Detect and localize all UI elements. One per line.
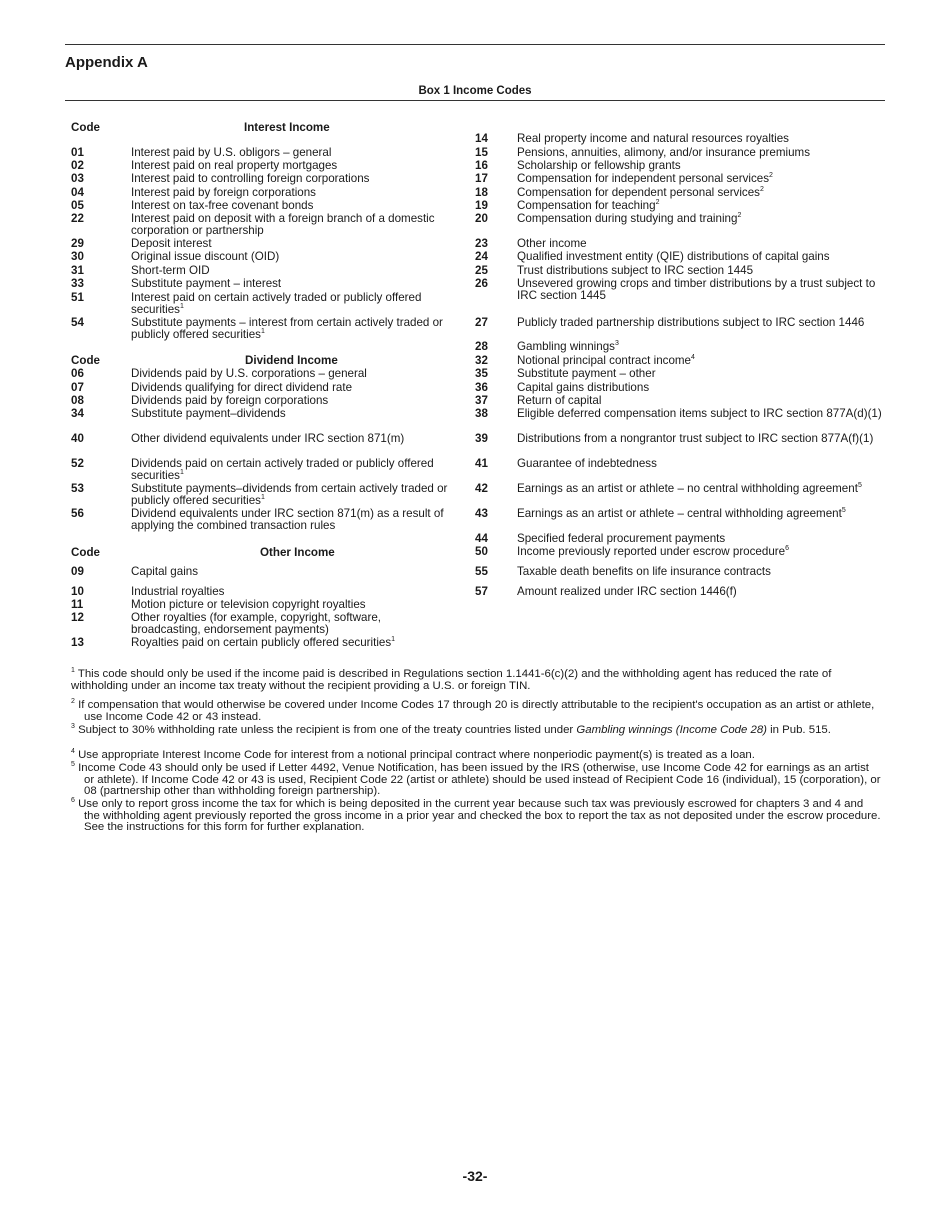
income-code-description [517,395,885,407]
description-text: Qualified investment entity (QIE) distributions of capital gains [517,250,830,263]
income-code-row-03 [71,173,451,185]
income-code-row-05 [71,200,451,212]
description-text: Trust distributions subject to IRC section 1445 [517,264,754,277]
description-text: Other royalties (for example, copyright, software, broadcasting, endorsement payments) [131,611,382,636]
income-code-row-20 [475,213,885,225]
income-code: 23 [475,237,488,250]
income-code-row-28 [475,341,885,353]
income-code-description [517,355,885,367]
income-code: 57 [475,585,488,598]
description-text: Other dividend equivalents under IRC section 871(m) [131,432,405,445]
income-code-row-17 [475,173,885,185]
income-code-row-29 [71,238,451,250]
description-text: Deposit interest [131,237,212,250]
income-code-row-13 [71,637,451,649]
description-text: Return of capital [517,394,602,407]
footnote-text-post: in Pub. 515. [766,724,831,736]
footnote-5 [71,763,881,798]
income-code: 09 [71,565,84,578]
income-code-row-11 [71,599,451,611]
income-code-row-50 [475,546,885,558]
description-text: Pensions, annuities, alimony, and/or insurance premiums [517,146,810,159]
income-code: 25 [475,264,488,277]
description-text: Capital gains [131,565,199,578]
footnote-ref: 6 [785,545,789,553]
income-code-row-24 [475,251,885,263]
other-income-header: Other Income [260,546,335,559]
description-text: Earnings as an artist or athlete – no central withholding agreement [517,482,858,495]
income-code-description [131,147,451,159]
income-code-row-37 [475,395,885,407]
income-code-row-38 [475,408,885,420]
income-code: 36 [475,381,488,394]
income-code-row-25 [475,265,885,277]
description-text: Compensation for dependent personal services [517,186,760,199]
footnote-ref: 5 [857,482,862,490]
income-code-row-06 [71,368,451,380]
income-code: 26 [475,277,488,290]
income-code-description [131,586,451,598]
income-code: 35 [475,367,488,380]
description-text: Taxable death benefits on life insurance contracts [517,565,771,578]
income-code: 54 [71,316,84,329]
income-code-row-23 [475,238,885,250]
footnote-4 [71,750,881,762]
box-title: Box 1 Income Codes [418,85,532,97]
income-code-description [131,599,451,611]
income-code-row-52 [71,458,451,482]
income-code-description [517,408,885,420]
footnote-text: This code should only be used if the income paid is described in Regulations section 1.1441-6(c)(2) and the withholding agent has reduced the rate of withholding under an income tax treaty without the recipient providing a U.S. or foreign TIN. [71,668,832,692]
description-text: Dividend equivalents under IRC section 871(m) as a result of applying the combined transaction rules [131,507,444,532]
income-code: 39 [475,432,488,445]
income-code-description [517,147,885,159]
income-code-description [131,368,451,380]
code-header-other: Code [71,546,100,559]
income-code-row-07 [71,382,451,394]
income-code: 16 [475,159,488,172]
description-text: Dividends paid by foreign corporations [131,394,329,407]
box-title-rule [65,100,885,101]
income-code-description [517,566,885,578]
footnote-ref: 4 [691,354,695,362]
income-code-description [131,213,451,237]
income-code-description [517,382,885,394]
description-text: Dividends paid on certain actively traded or publicly offered securities [131,457,434,482]
income-code-description [517,278,885,302]
income-code-description [131,566,451,578]
income-code-description [131,483,451,507]
income-code: 28 [475,340,488,353]
income-code: 05 [71,199,84,212]
income-code-row-18 [475,187,885,199]
income-code-description [131,278,451,290]
income-code-description [131,382,451,394]
income-code: 08 [71,394,84,407]
income-code: 11 [71,598,84,611]
income-code-description [517,160,885,172]
income-code: 29 [71,237,84,250]
income-code-row-14 [475,133,885,145]
description-text: Substitute payment–dividends [131,407,286,420]
footnote-text-ital: Gambling winnings (Income Code 28) [576,724,767,736]
description-text: Substitute payments–dividends from certain actively traded or publicly offered securities [131,482,448,507]
income-code-row-26 [475,278,885,302]
income-code-row-22 [71,213,451,237]
description-text: Eligible deferred compensation items subject to IRC section 877A(d)(1) [517,407,882,420]
income-code-description [131,317,451,341]
description-text: Interest on tax-free covenant bonds [131,199,314,212]
description-text: Interest paid by foreign corporations [131,186,316,199]
income-code-row-19 [475,200,885,212]
income-code-description [131,458,451,482]
footnote-ref: 1 [260,328,265,336]
page-title: Appendix A [65,54,148,71]
income-code-description [131,265,451,277]
footnote-ref: 1 [260,494,265,502]
income-code: 14 [475,132,488,145]
income-code: 22 [71,212,84,225]
income-code-description [517,265,885,277]
income-code: 17 [475,172,488,185]
code-header-interest: Code [71,121,100,134]
income-code-description [517,173,885,185]
income-code-description [517,433,885,445]
income-code: 50 [475,545,488,558]
income-code-row-56 [71,508,451,532]
footnote-ref: 2 [737,212,742,220]
income-code-row-04 [71,187,451,199]
description-text: Other income [517,237,587,250]
income-code: 41 [475,457,488,470]
income-code-row-02 [71,160,451,172]
income-code-description [131,612,451,636]
income-code-row-10 [71,586,451,598]
income-code-row-42 [475,483,885,495]
income-code-row-30 [71,251,451,263]
income-code-row-36 [475,382,885,394]
footnote-3 [71,725,881,737]
income-code-row-43 [475,508,885,520]
income-code: 10 [71,585,84,598]
footnote-ref: 1 [179,469,184,477]
footnote-text-pre: Subject to 30% withholding rate unless the recipient is from one of the treaty countries listed under [78,724,577,736]
description-text: Interest paid by U.S. obligors – general [131,146,332,159]
income-code-row-27 [475,317,885,329]
income-code-description [131,238,451,250]
description-text: Interest paid on real property mortgages [131,159,338,172]
income-code-row-01 [71,147,451,159]
footnote-ref: 5 [841,507,846,515]
income-code-row-08 [71,395,451,407]
footnote-6 [71,799,881,834]
income-code: 34 [71,407,84,420]
income-code-description [131,395,451,407]
footnote-ref: 3 [614,340,619,348]
description-text: Short-term OID [131,264,210,277]
income-code: 07 [71,381,84,394]
income-code-row-34 [71,408,451,420]
footnote-number: 3 [71,723,75,731]
income-code-row-12 [71,612,451,636]
footnote-1 [71,669,881,692]
description-text: Income previously reported under escrow procedure [517,545,786,558]
income-code-row-44 [475,533,885,545]
description-text: Dividends paid by U.S. corporations – general [131,367,367,380]
income-code-description [131,173,451,185]
income-code-description [131,200,451,212]
footnote-number: 1 [71,667,75,675]
description-text: Notional principal contract income [517,354,691,367]
description-text: Interest paid on certain actively traded or publicly offered securities [131,291,422,316]
income-code-row-39 [475,433,885,445]
description-text: Industrial royalties [131,585,225,598]
description-text: Substitute payment – interest [131,277,282,290]
description-text: Real property income and natural resources royalties [517,132,789,145]
income-code: 44 [475,532,488,545]
income-code: 12 [71,611,84,624]
income-code: 33 [71,277,84,290]
footnote-number: 5 [71,761,75,769]
footnote-number: 6 [71,797,75,805]
income-code: 30 [71,250,84,263]
income-code-description [131,187,451,199]
income-code: 01 [71,146,84,159]
income-code: 13 [71,636,84,649]
description-text: Guarantee of indebtedness [517,457,657,470]
footnote-text: If compensation that would otherwise be covered under Income Codes 17 through 20 is directly attributable to the recipient's occupation as an artist or athlete, use Income Code 42 or 43 instead. [78,699,875,723]
income-code-description [517,187,885,199]
description-text: Amount realized under IRC section 1446(f) [517,585,737,598]
income-code-row-32 [475,355,885,367]
footnote-text: Use only to report gross income the tax for which is being deposited in the current year because such tax was previously escrowed for chapters 3 and 4 and the withholding agent previously reported the gross income in a prior year and checked the box to report the tax as not deposited under the escrow procedure. See the instructions for this form for further explanation. [78,798,881,833]
income-code-row-55 [475,566,885,578]
income-code: 04 [71,186,84,199]
footnote-ref: 1 [179,303,184,311]
income-code-description [517,213,885,225]
income-code-description [131,508,451,532]
income-code-row-51 [71,292,451,316]
income-code-row-09 [71,566,451,578]
income-code-description [517,483,885,495]
income-code-description [131,292,451,316]
income-code-description [517,586,885,598]
income-code-row-57 [475,586,885,598]
footnote-number: 2 [71,698,75,706]
income-code: 06 [71,367,84,380]
income-code: 52 [71,457,84,470]
footnote-ref: 1 [391,636,396,644]
description-text: Original issue discount (OID) [131,250,280,263]
income-code: 38 [475,407,488,420]
description-text: Substitute payment – other [517,367,656,380]
income-code-row-15 [475,147,885,159]
income-code-description [517,368,885,380]
description-text: Compensation for independent personal services [517,172,769,185]
income-code: 43 [475,507,488,520]
description-text: Gambling winnings [517,340,615,353]
description-text: Interest paid on deposit with a foreign branch of a domestic corporation or partnership [131,212,435,237]
income-code-description [131,408,451,420]
footnote-ref: 2 [769,172,773,180]
description-text: Compensation for teaching [517,199,656,212]
income-code-row-54 [71,317,451,341]
footnote-2 [71,700,881,723]
income-code: 20 [475,212,488,225]
income-code-description [131,251,451,263]
income-code-description [517,341,885,353]
income-code: 55 [475,565,488,578]
income-code-row-41 [475,458,885,470]
footnote-text: Use appropriate Interest Income Code for interest from a notional principal contract where nonperiodic payment(s) is treated as a loan. [78,749,755,761]
income-code: 42 [475,482,488,495]
description-text: Unsevered growing crops and timber distributions by a trust subject to IRC section 1445 [517,277,876,302]
income-code-row-53 [71,483,451,507]
description-text: Specified federal procurement payments [517,532,726,545]
description-text: Dividends qualifying for direct dividend rate [131,381,353,394]
description-text: Interest paid to controlling foreign corporations [131,172,370,185]
income-code-description [517,458,885,470]
income-code-description [517,546,885,558]
footnote-ref: 2 [759,186,764,194]
income-code-description [517,251,885,263]
income-code-description [517,133,885,145]
income-code-row-35 [475,368,885,380]
description-text: Motion picture or television copyright royalties [131,598,366,611]
footnote-number: 4 [71,748,75,756]
page-number: -32- [462,1168,488,1184]
income-code: 56 [71,507,84,520]
description-text: Capital gains distributions [517,381,650,394]
interest-income-header: Interest Income [244,121,330,134]
income-code: 27 [475,316,488,329]
dividend-income-header: Dividend Income [245,354,338,367]
income-code: 37 [475,394,488,407]
income-code-row-31 [71,265,451,277]
income-code-description [131,160,451,172]
description-text: Distributions from a nongrantor trust subject to IRC section 877A(f)(1) [517,432,874,445]
income-code-description [517,317,885,329]
footnote-ref: 2 [655,199,660,207]
income-code-row-40 [71,433,451,445]
income-code-description [517,533,885,545]
income-code-row-33 [71,278,451,290]
income-code-row-16 [475,160,885,172]
income-code: 15 [475,146,488,159]
description-text: Scholarship or fellowship grants [517,159,681,172]
income-code: 02 [71,159,84,172]
income-code: 18 [475,186,488,199]
income-code: 19 [475,199,488,212]
income-code: 32 [475,354,488,367]
top-rule [65,44,885,45]
income-code: 24 [475,250,488,263]
description-text: Compensation during studying and training [517,212,738,225]
income-code: 31 [71,264,84,277]
income-code: 53 [71,482,84,495]
description-text: Royalties paid on certain publicly offered securities [131,636,392,649]
description-text: Publicly traded partnership distributions subject to IRC section 1446 [517,316,865,329]
income-code: 03 [71,172,84,185]
description-text: Earnings as an artist or athlete – central withholding agreement [517,507,842,520]
income-code-description [517,238,885,250]
code-header-dividend: Code [71,354,100,367]
income-code-description [131,637,451,649]
income-code-description [517,508,885,520]
income-code: 40 [71,432,84,445]
footnote-text: Income Code 43 should only be used if Letter 4492, Venue Notification, has been issued by the IRS (otherwise, use Income Code 42 for earnings as an artist or athlete). If Income Code 42 or 43 is used, Recipient Code 22 (artist or athlete) should be used instead of Recipient Code 16 (individual), 15 (corporation), or 08 (partnership other than withholding foreign partnership). [78,762,881,797]
income-code: 51 [71,291,84,304]
income-code-description [131,433,451,445]
description-text: Substitute payments – interest from certain actively traded or publicly offered securities [131,316,443,341]
income-code-description [517,200,885,212]
